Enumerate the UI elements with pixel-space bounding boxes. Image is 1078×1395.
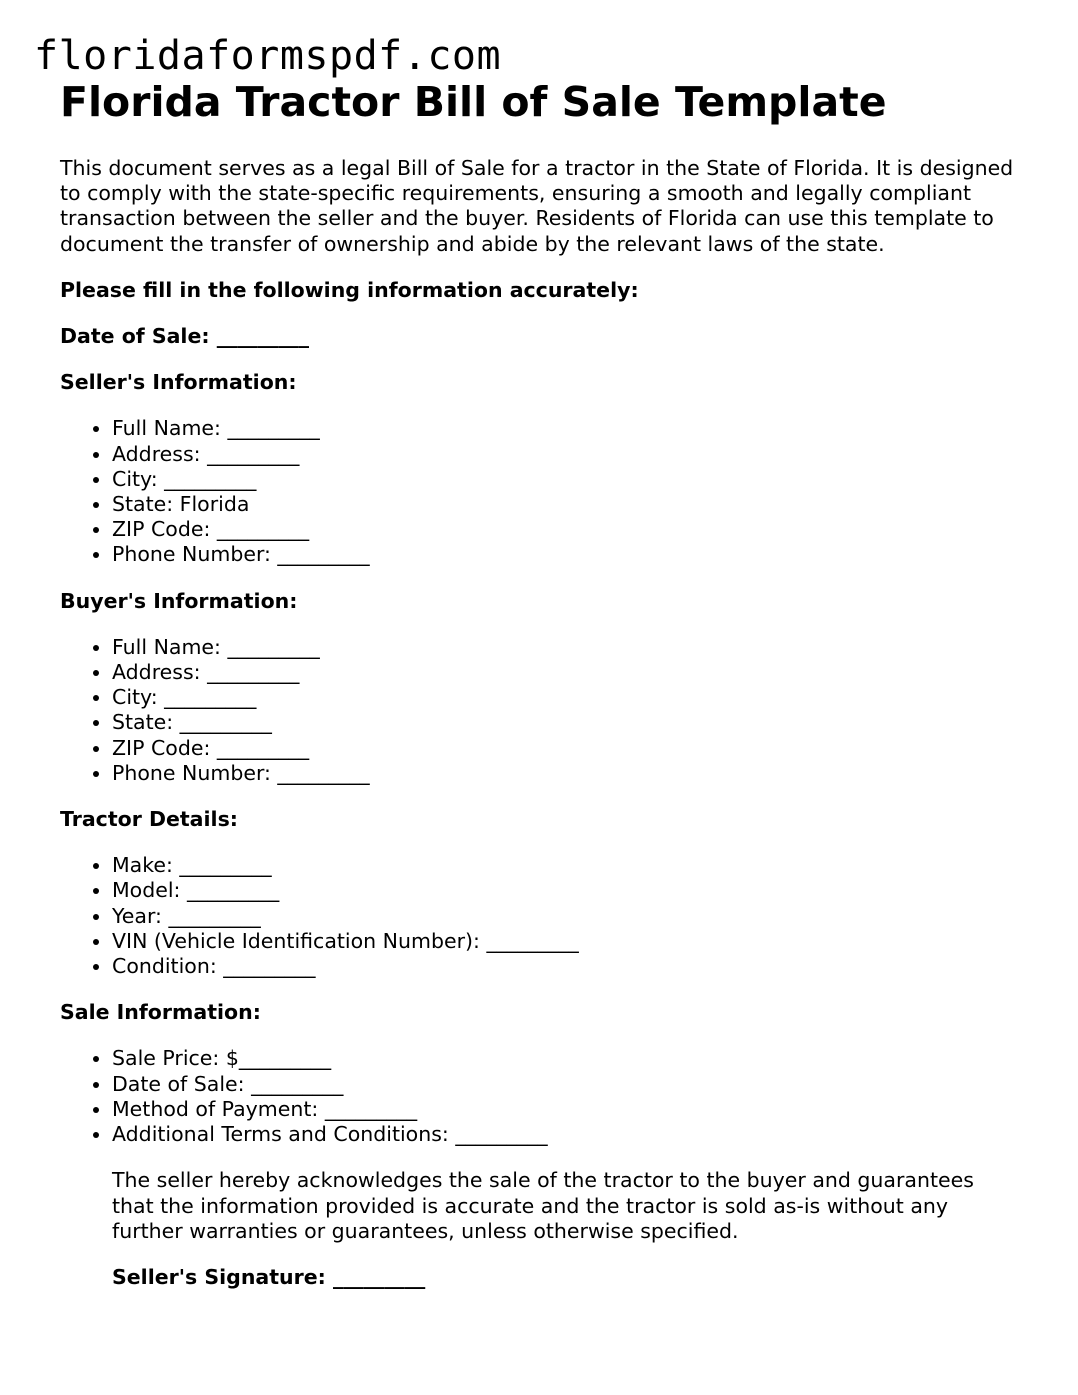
buyer-address-field: • Address: _________ <box>112 660 1020 685</box>
seller-info-heading: Seller's Information: <box>60 370 297 395</box>
acknowledgement-block <box>112 1168 1020 1290</box>
instruction-heading: Please fill in the following information accurately: <box>60 277 639 302</box>
buyer-zip-field: • ZIP Code: _________ <box>112 736 1020 761</box>
payment-method-field: • Method of Payment: _________ <box>112 1097 1020 1122</box>
tractor-vin-field: • VIN (Vehicle Identification Number): _________ <box>112 929 1020 954</box>
tractor-make-field: • Make: _________ <box>112 853 1020 878</box>
date-of-sale-field: Date of Sale: _________ <box>60 324 309 349</box>
seller-state-field: • State: Florida <box>112 492 1020 517</box>
seller-full-name-field: • Full Name: _________ <box>112 416 1020 441</box>
buyer-info-heading: Buyer's Information: <box>60 588 298 613</box>
seller-address-field: • Address: _________ <box>112 442 1020 467</box>
intro-paragraph: This document serves as a legal Bill of Sale for a tractor in the State of Florida. It is designed to comply with the state-specific requirements, ensuring a smooth and legally compliant transaction between the seller and the buyer. Residents of Florida can use this template to document the transfer of ownership and abide by the relevant laws of the state. <box>60 156 1014 256</box>
seller-info-list <box>60 416 1020 567</box>
sale-date-field: • Date of Sale: _________ <box>112 1072 1020 1097</box>
buyer-full-name-field: • Full Name: _________ <box>112 635 1020 660</box>
sale-info-list <box>60 1046 1020 1147</box>
acknowledgement-paragraph: The seller hereby acknowledges the sale of the tractor to the buyer and guarantees that the information provided is accurate and the tractor is sold as-is without any further warranties or guarantees, unless otherwise specified. <box>112 1168 974 1243</box>
buyer-info-list <box>60 635 1020 786</box>
buyer-phone-field: • Phone Number: _________ <box>112 761 1020 786</box>
additional-terms-field: • Additional Terms and Conditions: _________ <box>112 1122 1020 1147</box>
buyer-city-field: • City: _________ <box>112 685 1020 710</box>
buyer-state-field: • State: _________ <box>112 710 1020 735</box>
document-body <box>60 76 1020 1290</box>
sale-price-field: • Sale Price: $_________ <box>112 1046 1020 1071</box>
tractor-condition-field: • Condition: _________ <box>112 954 1020 979</box>
page-title: Florida Tractor Bill of Sale Template <box>60 78 887 126</box>
seller-signature-field: Seller's Signature: _________ <box>112 1264 426 1289</box>
sale-info-heading: Sale Information: <box>60 1000 261 1025</box>
tractor-model-field: • Model: _________ <box>112 878 1020 903</box>
tractor-details-list <box>60 853 1020 979</box>
seller-zip-field: • ZIP Code: _________ <box>112 517 1020 542</box>
tractor-details-heading: Tractor Details: <box>60 807 238 832</box>
seller-phone-field: • Phone Number: _________ <box>112 542 1020 567</box>
site-watermark: floridaformspdf.com <box>34 33 502 79</box>
tractor-year-field: • Year: _________ <box>112 904 1020 929</box>
seller-city-field: • City: _________ <box>112 467 1020 492</box>
